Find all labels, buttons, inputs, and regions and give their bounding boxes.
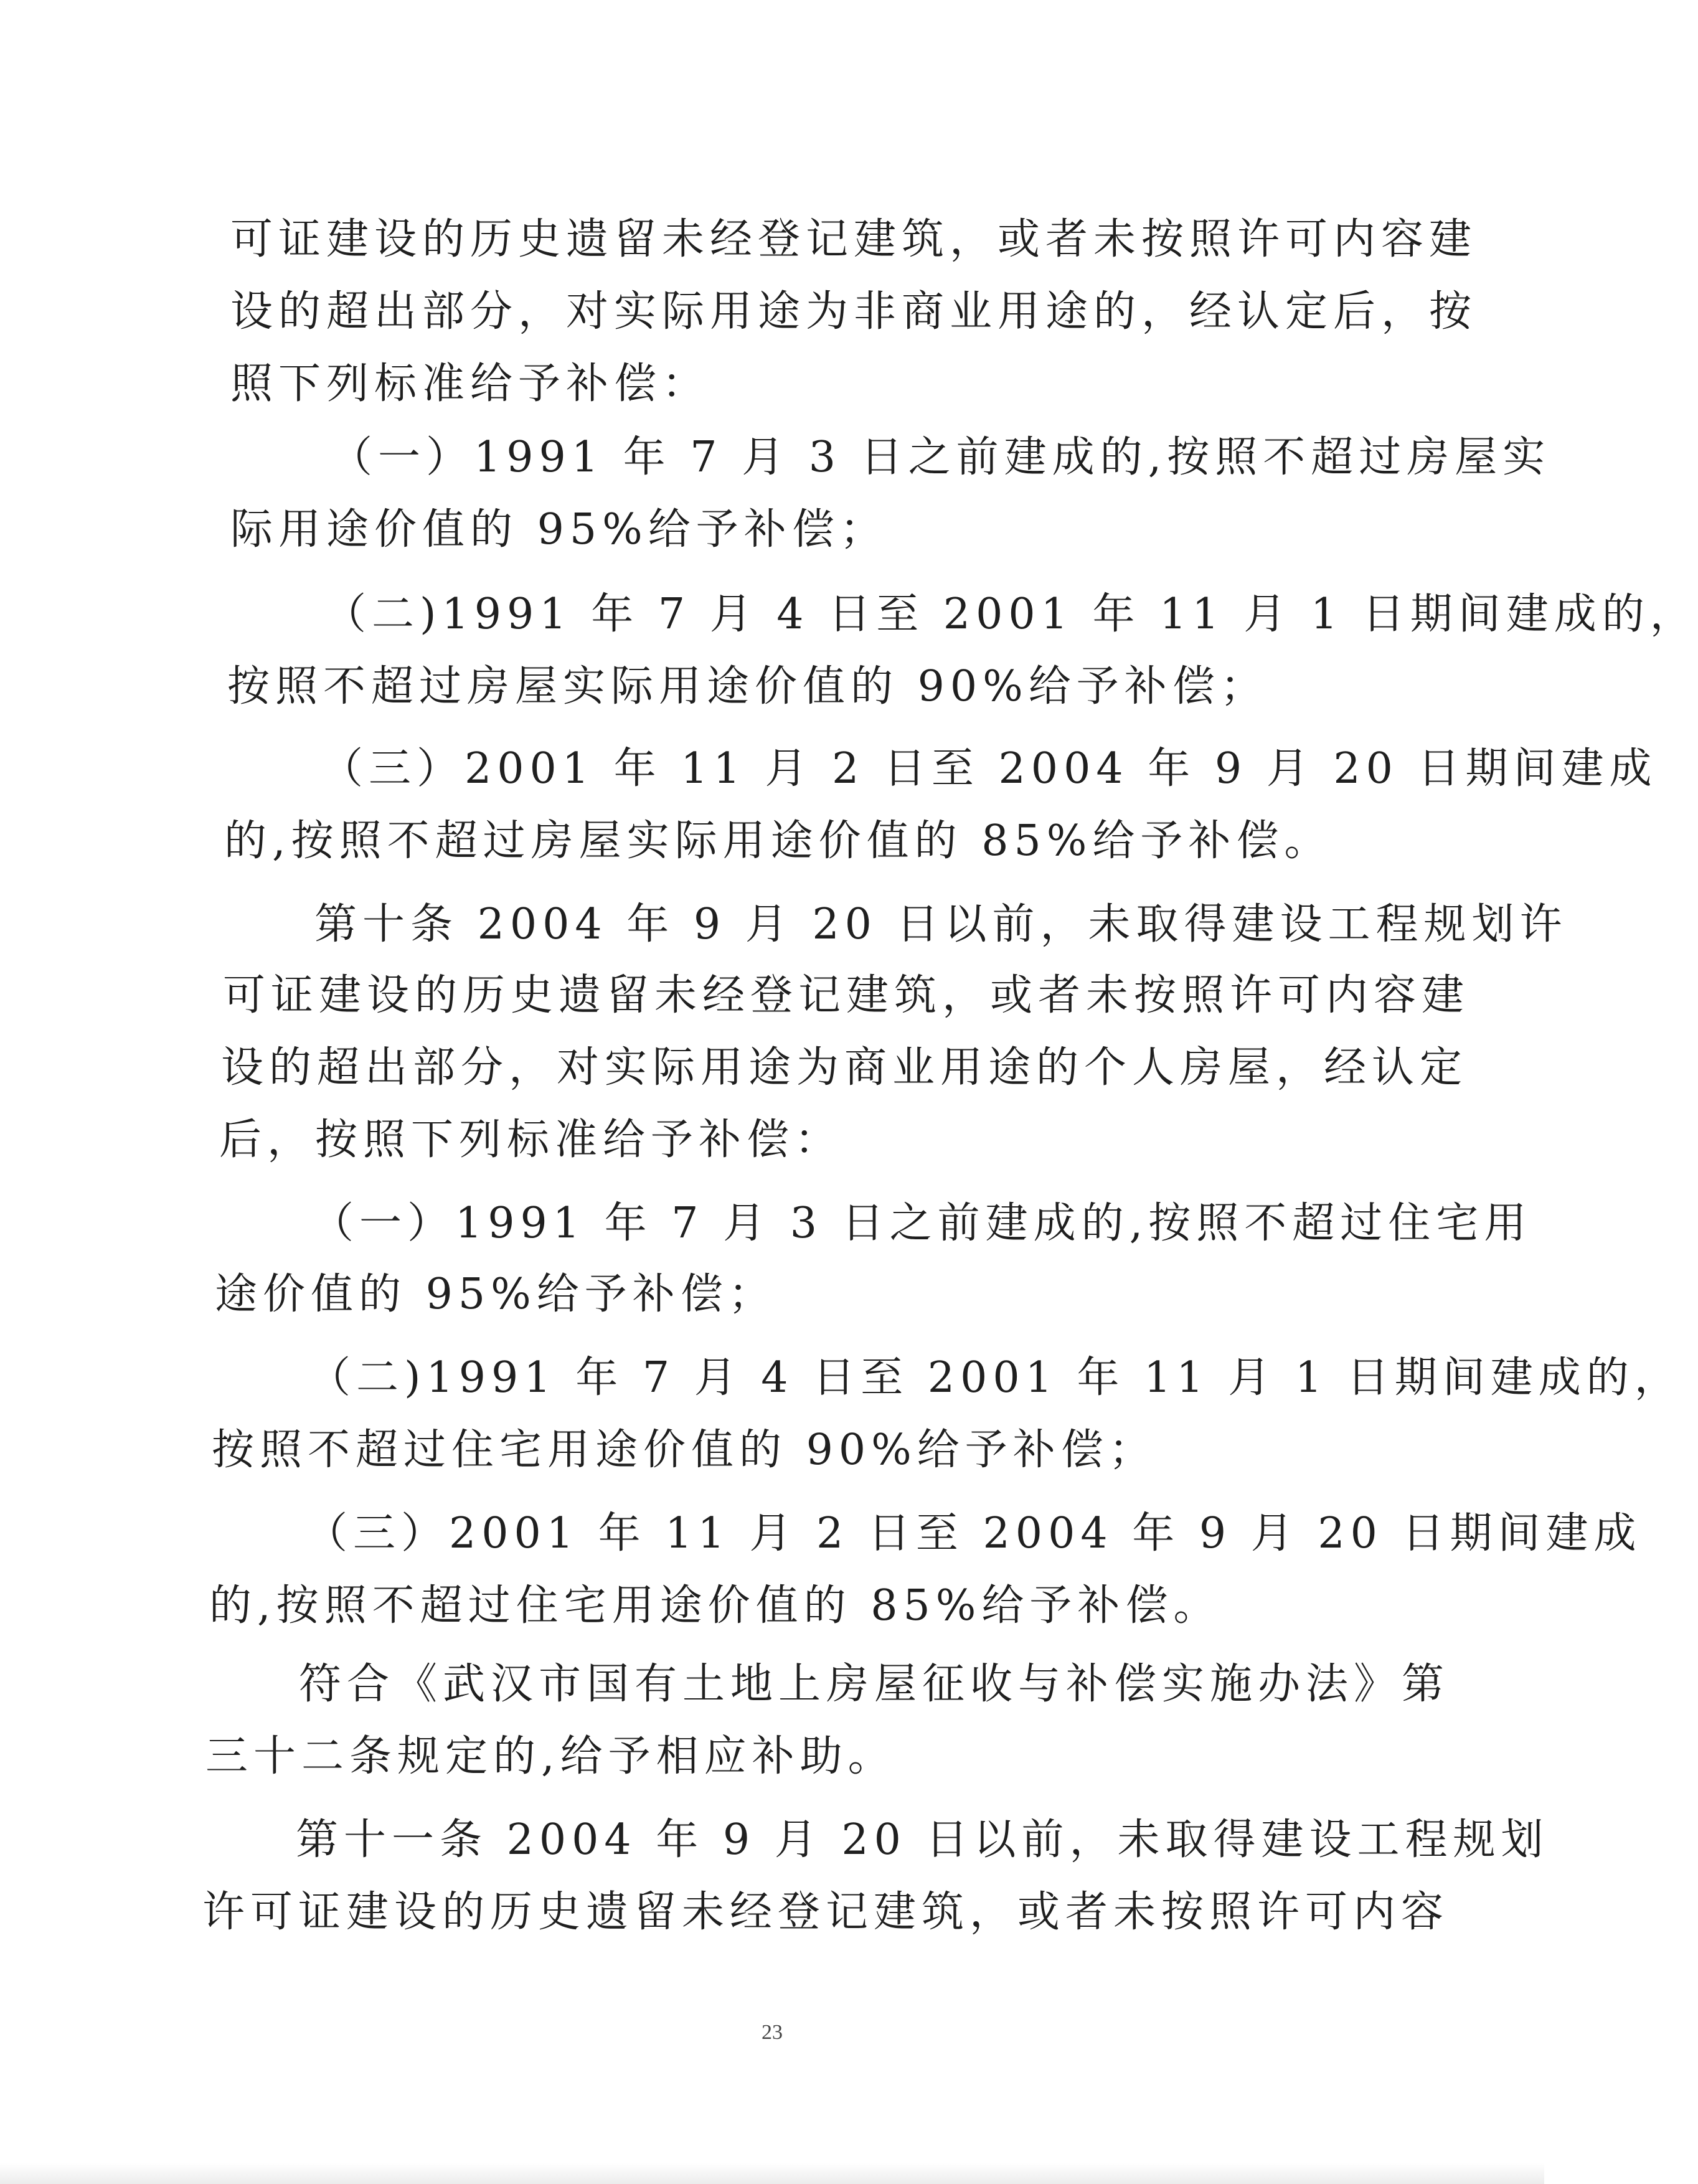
text-line: 许可证建设的历史遗留未经登记建筑，或者未按照许可内容: [202, 1888, 1450, 1937]
text-line: 第十条 2004 年 9 月 20 日以前，未取得建设工程规划许: [314, 900, 1568, 949]
text-line: 照下列标准给予补偿：: [230, 359, 710, 409]
text-line: （二)1991 年 7 月 4 日至 2001 年 11 月 1 日期间建成的，: [324, 590, 1698, 639]
text-line: （一）1991 年 7 月 3 日之前建成的,按照不超过房屋实: [330, 433, 1551, 482]
text-line: （一）1991 年 7 月 3 日之前建成的,按照不超过住宅用: [311, 1199, 1532, 1248]
text-line: 的,按照不超过住宅用途价值的 85%给予补偿。: [209, 1581, 1222, 1630]
text-line: 的,按照不超过房屋实际用途价值的 85%给予补偿。: [224, 816, 1332, 866]
text-line: 设的超出部分，对实际用途为商业用途的个人房屋，经认定: [221, 1043, 1468, 1092]
text-line: 后，按照下列标准给予补偿：: [219, 1115, 843, 1165]
text-line: 途价值的 95%给予补偿；: [215, 1270, 776, 1319]
text-line: 三十二条规定的,给予相应补助。: [205, 1732, 896, 1781]
text-line: 际用途价值的 95%给予补偿；: [230, 505, 888, 554]
text-line: 符合《武汉市国有土地上房屋征收与补偿实施办法》第: [299, 1660, 1450, 1709]
text-line: （二)1991 年 7 月 4 日至 2001 年 11 月 1 日期间建成的，: [308, 1353, 1682, 1402]
text-line: 可证建设的历史遗留未经登记建筑，或者未按照许可内容建: [230, 215, 1478, 264]
page-number: 23: [762, 2021, 783, 2044]
text-line: 可证建设的历史遗留未经登记建筑，或者未按照许可内容建: [223, 971, 1470, 1020]
text-line: （三）2001 年 11 月 2 日至 2004 年 9 月 20 日期间建成: [305, 1509, 1642, 1558]
text-line: 设的超出部分，对实际用途为非商业用途的，经认定后，按: [230, 287, 1478, 336]
text-line: 第十一条 2004 年 9 月 20 日以前，未取得建设工程规划: [296, 1815, 1549, 1865]
text-line: 按照不超过房屋实际用途价值的 90%给予补偿；: [227, 662, 1268, 711]
text-line: （三）2001 年 11 月 2 日至 2004 年 9 月 20 日期间建成: [321, 744, 1658, 793]
scan-edge: [0, 2163, 1544, 2184]
text-line: 按照不超过住宅用途价值的 90%给予补偿；: [212, 1425, 1157, 1475]
